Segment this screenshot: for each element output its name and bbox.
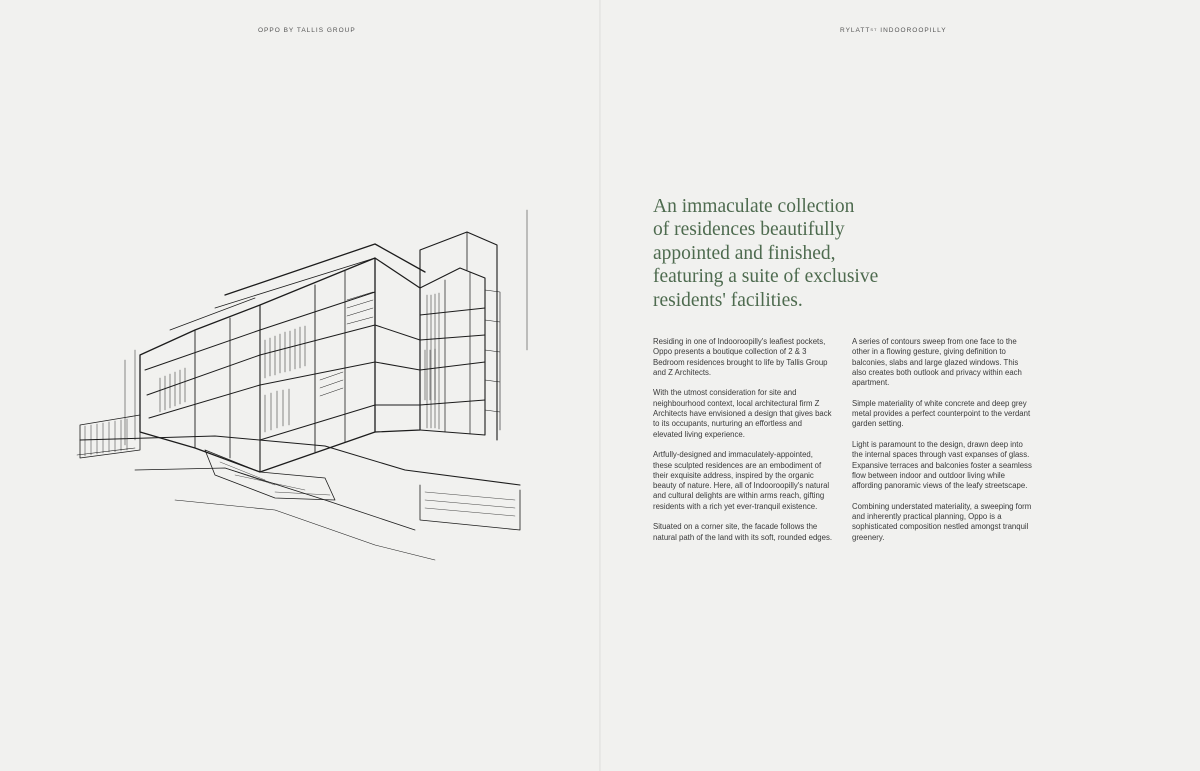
body-paragraph: With the utmost consideration for site and neighbourhood context, local architectural firm Z Architects have envisioned a design that gives back to its occupants, nurturing an effortless and elevated living experience.	[653, 388, 832, 439]
header-street-name: RYLATT	[840, 27, 871, 34]
headline-line: An immaculate collection	[653, 196, 855, 217]
body-paragraph: Simple materiality of white concrete and deep grey metal provides a perfect counterpoint to the verdant garden setting.	[852, 398, 1031, 429]
header-street-suffix: ST	[870, 27, 878, 32]
headline-line: appointed and finished,	[653, 242, 836, 264]
left-running-header: OPPO BY TALLIS GROUP	[258, 27, 356, 34]
body-paragraph: Artfully-designed and immaculately-appointed, these sculpted residences are an embodiment of their exquisite address, inspired by the organic beauty of nature. Here, all of Indooroopilly's natural and cultural delights are within arms reach, gifting residents with a rich yet ever-tranquil existence.	[653, 450, 830, 511]
headline-line: featuring a suite of exclusive	[653, 266, 879, 288]
headline-line: residents' facilities.	[653, 289, 803, 311]
body-column-1	[653, 337, 833, 553]
right-running-header	[840, 27, 947, 34]
body-paragraph: Residing in one of Indooroopilly's leafiest pockets, Oppo presents a boutique collection of 2 & 3 Bedroom residences brought to life by Tallis Group and Z Architects.	[653, 337, 828, 377]
body-paragraph: Combining understated materiality, a sweeping form and inherently practical planning, Oppo is a sophisticated composition nestled amongst tranquil greenery.	[852, 501, 1032, 542]
body-paragraph: Situated on a corner site, the facade follows the natural path of the land with its soft, rounded edges.	[653, 522, 833, 542]
body-column-2	[852, 337, 1032, 553]
body-paragraph: A series of contours sweep from one face to the other in a flowing gesture, giving definition to balconies, slabs and large glazed windows. This also creates both outlook and privacy within each apartment.	[852, 337, 1022, 388]
body-paragraph: Light is paramount to the design, drawn deep into the internal spaces through vast expanses of glass. Expansive terraces and balconies foster a seamless flow between indoor and outdoor living while affording panoramic views of the leafy streetscape.	[852, 439, 1032, 491]
headline-line: of residences beautifully	[653, 219, 845, 241]
right-page	[600, 0, 1200, 771]
headline	[653, 195, 973, 312]
header-suburb: INDOOROOPILLY	[880, 27, 947, 34]
building-sketch-illustration	[75, 200, 535, 580]
